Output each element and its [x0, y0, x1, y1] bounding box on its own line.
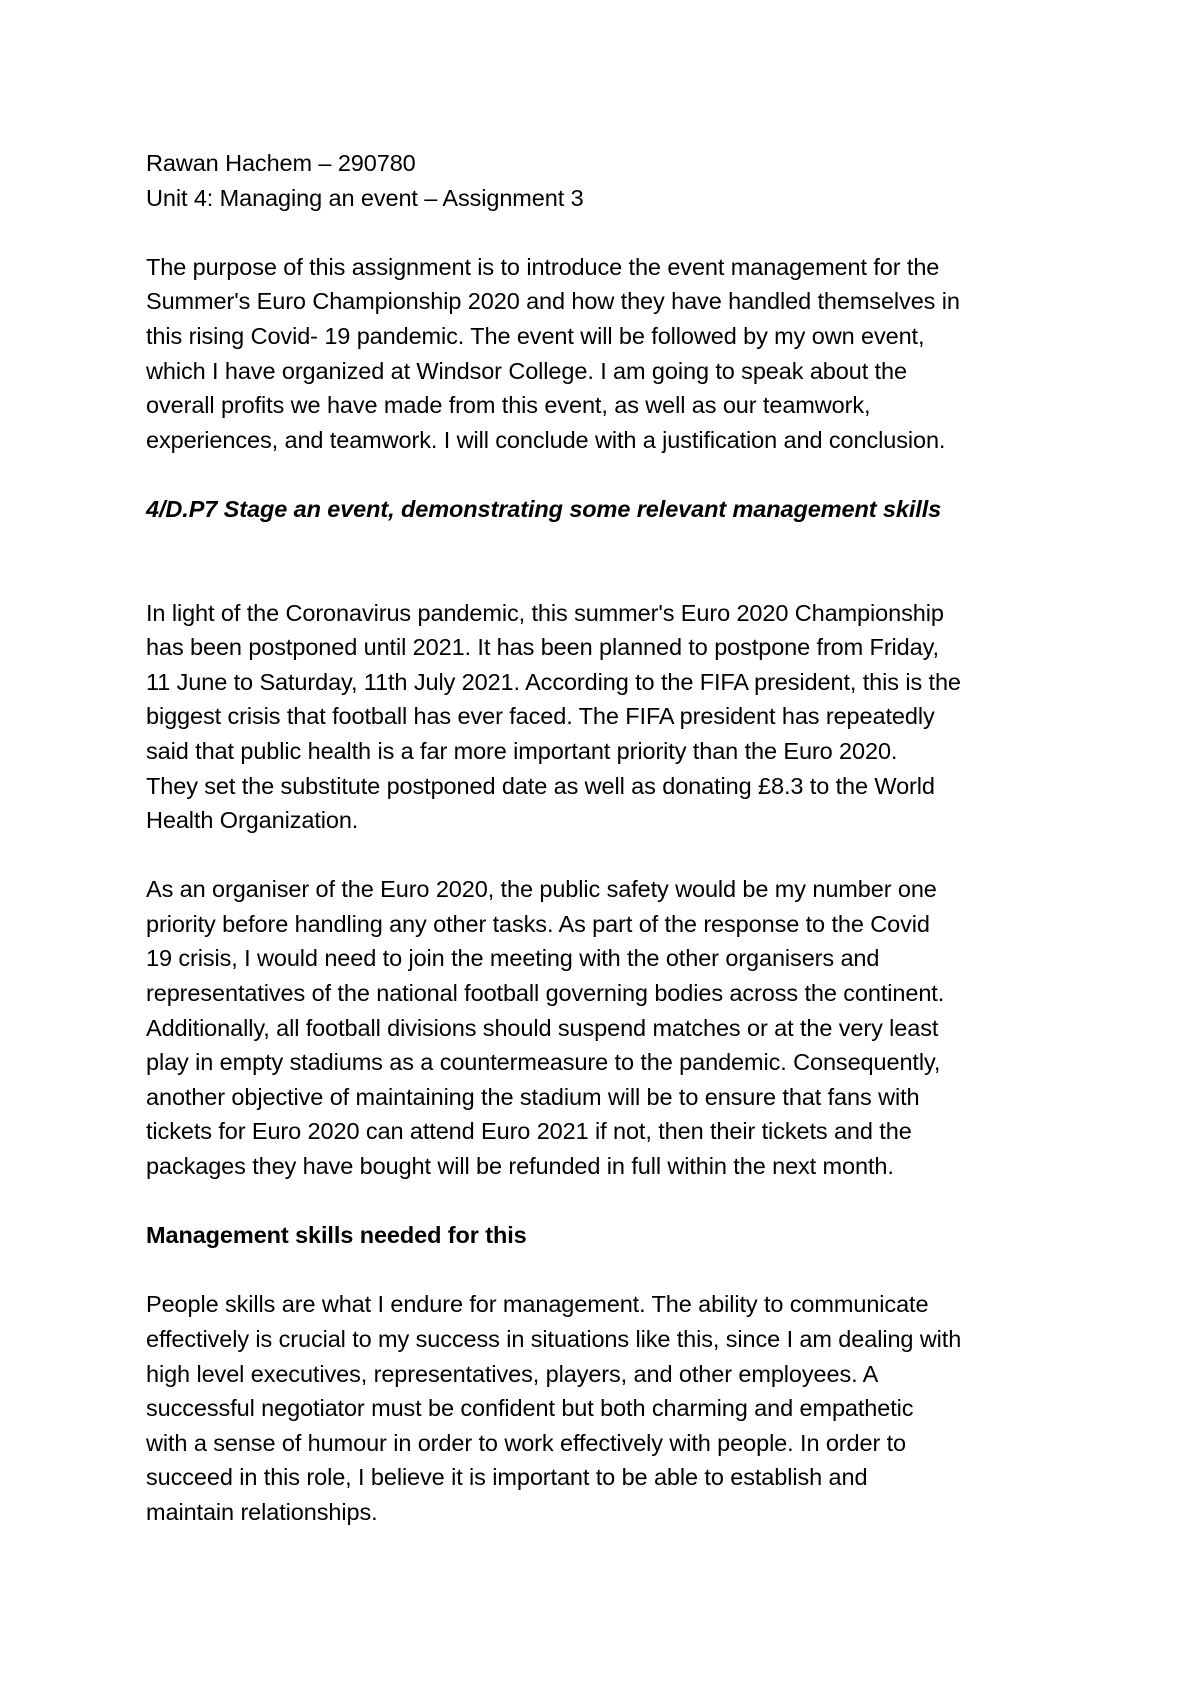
- paragraph-line: representatives of the national football governing bodies across the continent.: [146, 980, 945, 1007]
- paragraph-line: People skills are what I endure for management. The ability to communicate: [146, 1291, 929, 1318]
- intro-line: overall profits we have made from this event, as well as our teamwork,: [146, 392, 871, 419]
- paragraph-line: 19 crisis, I would need to join the meeting with the other organisers and: [146, 945, 880, 972]
- paragraph-line: They set the substitute postponed date as well as donating £8.3 to the World: [146, 772, 935, 799]
- paragraph-line: has been postponed until 2021. It has been planned to postpone from Friday,: [146, 634, 939, 661]
- intro-paragraph: [146, 250, 1066, 458]
- author-line: Rawan Hachem – 290780: [146, 150, 416, 176]
- intro-line: Summer's Euro Championship 2020 and how they have handled themselves in: [146, 288, 960, 315]
- paragraph-line: with a sense of humour in order to work effectively with people. In order to: [146, 1429, 907, 1456]
- organiser-paragraph: [146, 872, 1066, 1183]
- paragraph-line: priority before handling any other tasks. As part of the response to the Covid: [146, 910, 930, 937]
- intro-line: experiences, and teamwork. I will conclude with a justification and conclusion.: [146, 426, 946, 453]
- paragraph-line: high level executives, representatives, players, and other employees. A: [146, 1360, 879, 1387]
- section-heading-management-skills: Management skills needed for this: [146, 1222, 527, 1249]
- intro-line: which I have organized at Windsor College. I am going to speak about the: [146, 357, 907, 384]
- paragraph-line: 11 June to Saturday, 11th July 2021. According to the FIFA president, this is the: [146, 668, 961, 695]
- paragraph-line: As an organiser of the Euro 2020, the public safety would be my number one: [146, 876, 937, 903]
- paragraph-line: In light of the Coronavirus pandemic, this summer's Euro 2020 Championship: [146, 599, 944, 626]
- paragraph-line: effectively is crucial to my success in situations like this, since I am dealing with: [146, 1326, 962, 1352]
- unit-line: Unit 4: Managing an event – Assignment 3: [146, 184, 584, 211]
- paragraph-line: maintain relationships.: [146, 1498, 378, 1525]
- paragraph-line: tickets for Euro 2020 can attend Euro 2021 if not, then their tickets and the: [146, 1118, 912, 1145]
- intro-line: this rising Covid- 19 pandemic. The event will be followed by my own event,: [146, 322, 925, 349]
- paragraph-line: another objective of maintaining the stadium will be to ensure that fans with: [146, 1083, 920, 1110]
- intro-line: The purpose of this assignment is to introduce the event management for the: [146, 253, 940, 280]
- paragraph-line: Health Organization.: [146, 807, 359, 834]
- paragraph-line: successful negotiator must be confident but both charming and empathetic: [146, 1395, 914, 1422]
- postponement-paragraph: [146, 596, 1066, 838]
- document-page: [146, 146, 1066, 1530]
- section-heading-d-p7: 4/D.P7 Stage an event, demonstrating some relevant management skills: [146, 495, 942, 522]
- paragraph-line: succeed in this role, I believe it is important to be able to establish and: [146, 1464, 868, 1491]
- people-skills-paragraph: [146, 1287, 1066, 1529]
- paragraph-line: biggest crisis that football has ever faced. The FIFA president has repeatedly: [146, 703, 935, 730]
- paragraph-line: said that public health is a far more important priority than the Euro 2020.: [146, 737, 898, 764]
- paragraph-line: packages they have bought will be refunded in full within the next month.: [146, 1153, 894, 1180]
- paragraph-line: play in empty stadiums as a countermeasure to the pandemic. Consequently,: [146, 1049, 941, 1076]
- paragraph-line: Additionally, all football divisions should suspend matches or at the very least: [146, 1014, 939, 1041]
